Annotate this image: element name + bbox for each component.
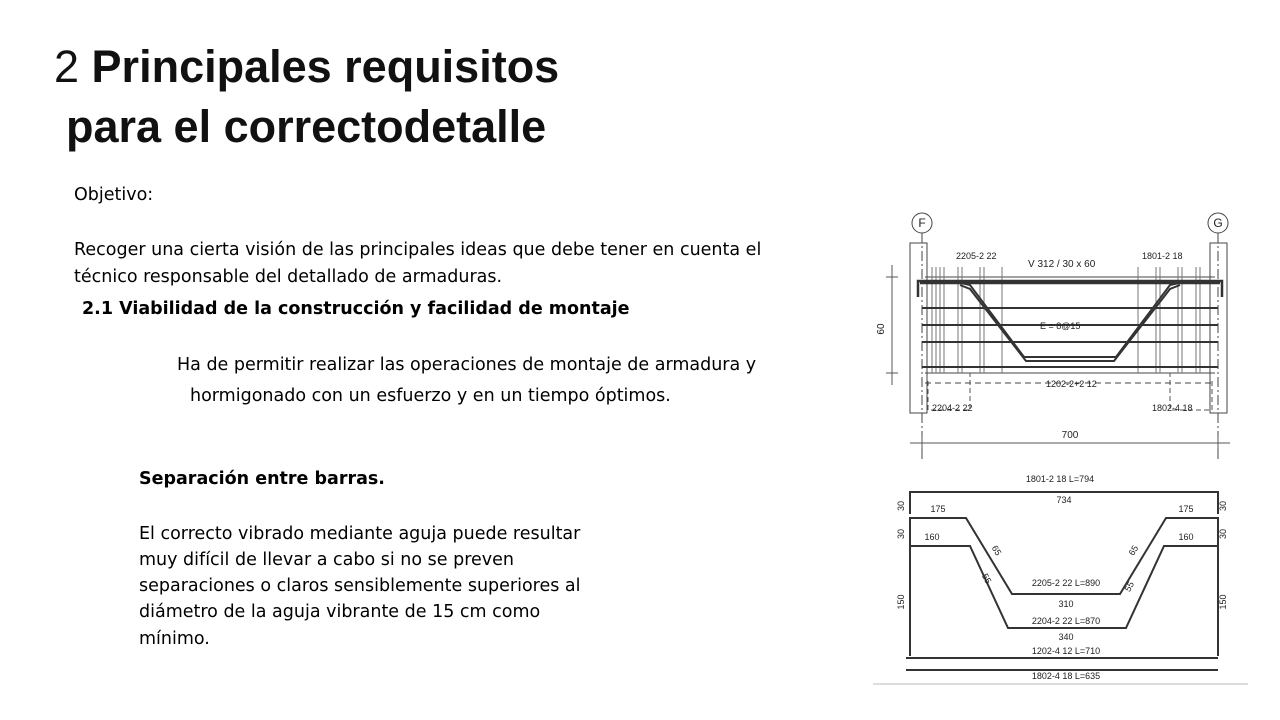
span-dimension: 700 <box>1061 430 1079 441</box>
bar1-label: 1801-2 18 L=794 <box>1025 474 1095 484</box>
bar-label-mid: 1202-2+2 12 <box>1046 379 1097 389</box>
page-title-line-1 <box>54 42 559 92</box>
separacion-heading: Separación entre barras. <box>139 469 385 489</box>
stirrups-label: E = 8@15 <box>1040 321 1081 331</box>
bar5-label: 1802-4 18 L=635 <box>1031 671 1101 681</box>
seg-65-right: 65 <box>1126 543 1141 558</box>
seg-175-left: 175 <box>930 504 946 514</box>
seg-65-left: 65 <box>989 543 1004 558</box>
bar3-label: 2204-2 22 L=870 <box>1031 616 1101 626</box>
bar2-label: 2205-2 22 L=890 <box>1031 578 1101 588</box>
separacion-line-4: diámetro de la aguja vibrante de 15 cm como <box>139 602 541 622</box>
side-150-right: 150 <box>1218 594 1228 610</box>
beam-label: V 312 / 30 x 60 <box>1028 259 1096 270</box>
bar-schedule-diagram <box>870 466 1250 688</box>
seg-160-left: 160 <box>924 532 940 542</box>
seg-55-left: 55 <box>979 571 994 586</box>
seg-55-right: 55 <box>1122 579 1137 594</box>
bar-label-top-right: 1801-2 18 <box>1142 251 1183 261</box>
seg-160-right: 160 <box>1178 532 1194 542</box>
separacion-line-3: separaciones o claros sensiblemente superiores al <box>139 576 581 596</box>
seg-175-right: 175 <box>1178 504 1194 514</box>
objetivo-label: Objetivo: <box>74 185 154 205</box>
side-30-left-top: 30 <box>896 500 906 512</box>
objetivo-line-2: técnico responsable del detallado de armaduras. <box>74 267 503 287</box>
separacion-line-1: El correcto vibrado mediante aguja puede resultar <box>139 524 581 544</box>
bar-label-bottom-right: 1802-4 18 <box>1152 403 1193 413</box>
side-30-right-top: 30 <box>1218 500 1228 512</box>
bar-label-top-left: 2205-2 22 <box>956 251 997 261</box>
side-30-left-bottom: 30 <box>896 528 906 540</box>
title-text-line-1: Principales requisitos <box>91 41 560 92</box>
side-150-left: 150 <box>896 594 906 610</box>
separacion-line-5: mínimo. <box>139 629 210 649</box>
separacion-line-2: muy difícil de llevar a cabo si no se preven <box>139 550 514 570</box>
bar4-label: 1202-4 12 L=710 <box>1031 646 1101 656</box>
section-line-1: Ha de permitir realizar las operaciones de montaje de armadura y <box>177 355 757 375</box>
axis-label-g: G <box>1213 216 1223 230</box>
bar2-length: 310 <box>1058 599 1074 609</box>
side-30-right-bottom: 30 <box>1218 528 1228 540</box>
bar3-length: 340 <box>1058 632 1074 642</box>
bar-label-bottom-left: 2204-2 22 <box>932 403 973 413</box>
axis-label-f: F <box>918 216 926 230</box>
section-line-2: hormigonado con un esfuerzo y en un tiempo óptimos. <box>190 386 671 406</box>
beam-elevation-diagram <box>870 205 1250 465</box>
objetivo-line-1: Recoger una cierta visión de las principales ideas que debe tener en cuenta el <box>74 240 762 260</box>
bar1-length: 734 <box>1056 495 1072 505</box>
section-heading: 2.1 Viabilidad de la construcción y facilidad de montaje <box>82 299 630 319</box>
page-title-line-2: para el correctodetalle <box>66 101 547 152</box>
section-number: 2 <box>54 41 80 92</box>
height-dimension: 60 <box>876 323 887 335</box>
bent-bar-2205 <box>952 281 1188 357</box>
